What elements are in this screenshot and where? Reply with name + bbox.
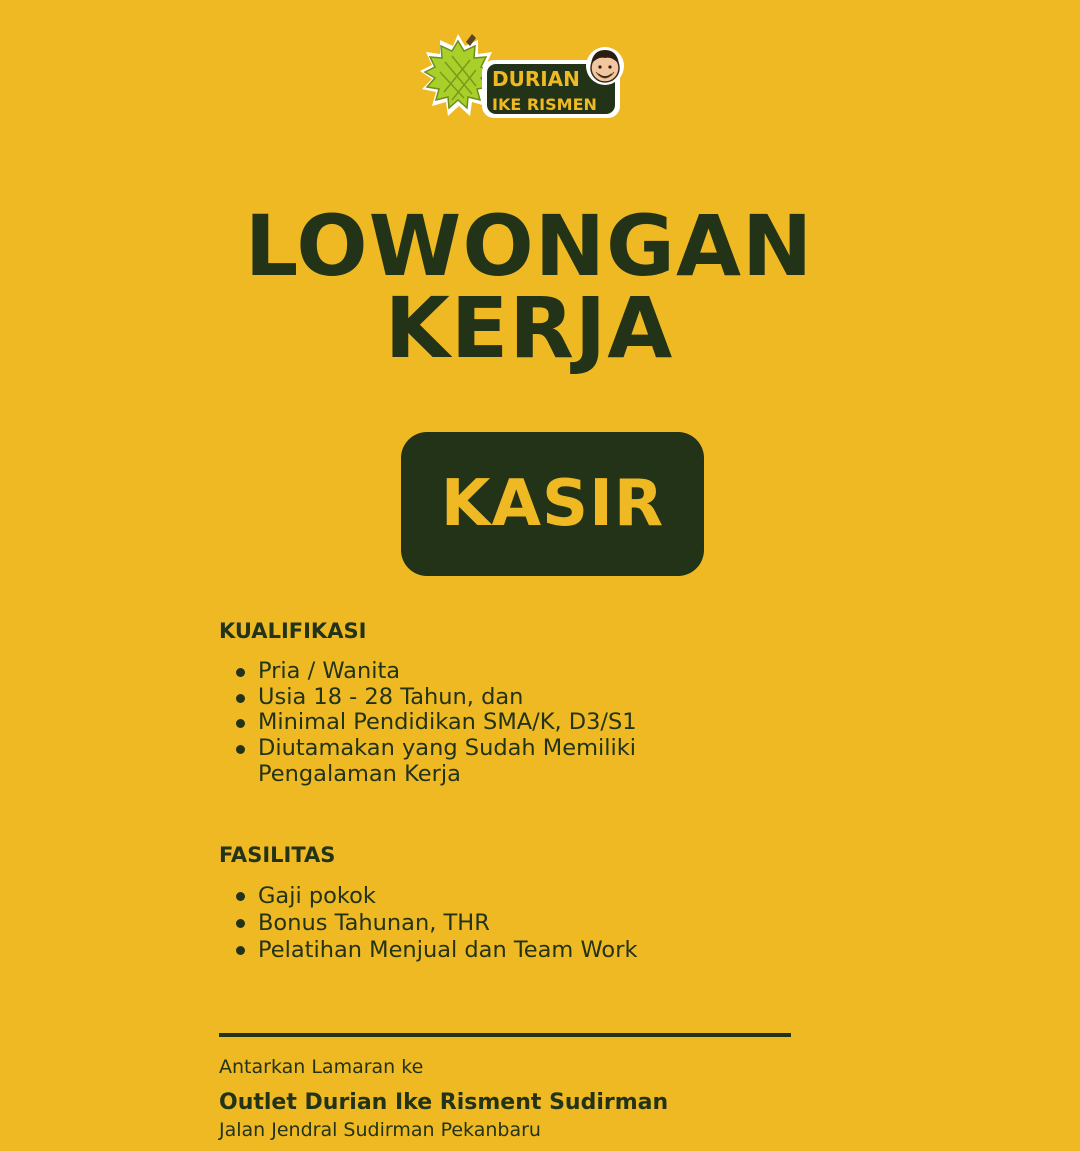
- list-item: [233, 910, 793, 937]
- qualification-list: [233, 659, 693, 788]
- apply-note: Antarkan Lamaran ke: [219, 1056, 424, 1078]
- outlet-address: Jalan Jendral Sudirman Pekanbaru: [219, 1119, 541, 1141]
- list-item: [233, 883, 793, 910]
- list-item: [233, 685, 693, 711]
- list-item-text: Diutamakan yang Sudah Memiliki Pengalaman Kerja: [258, 735, 637, 787]
- facilities-heading: FASILITAS: [219, 843, 336, 867]
- outlet-name: Outlet Durian Ike Risment Sudirman: [219, 1090, 669, 1115]
- durian-ike-rismen-logo: [412, 32, 632, 136]
- bullet-icon: [236, 719, 245, 728]
- position-title: KASIR: [440, 467, 665, 541]
- bullet-icon: [236, 694, 245, 703]
- bullet-icon: [236, 745, 245, 754]
- headline-line2: KERJA: [384, 279, 674, 377]
- position-badge: [401, 432, 704, 576]
- list-item-text: Gaji pokok: [258, 883, 376, 909]
- mascot-face-icon: [586, 47, 624, 85]
- bullet-icon: [236, 946, 245, 955]
- list-item-text: Bonus Tahunan, THR: [258, 910, 490, 936]
- list-item-text: Minimal Pendidikan SMA/K, D3/S1: [258, 709, 637, 736]
- headline-line1: LOWONGAN: [244, 197, 814, 295]
- divider: [219, 1033, 791, 1037]
- facilities-list: [233, 883, 793, 964]
- logo-text-line1: DURIAN: [492, 67, 580, 91]
- qualification-heading: KUALIFIKASI: [219, 619, 367, 643]
- list-item-text: Pria / Wanita: [258, 658, 401, 684]
- list-item: [233, 736, 693, 787]
- list-item-text: Usia 18 - 28 Tahun, dan: [258, 683, 524, 710]
- bullet-icon: [236, 668, 245, 677]
- bullet-icon: [236, 919, 245, 928]
- list-item: [233, 659, 693, 685]
- list-item-text: Pelatihan Menjual dan Team Work: [258, 937, 638, 963]
- list-item: [233, 710, 693, 736]
- list-item: [233, 937, 793, 964]
- logo-text-line2: IKE RISMEN: [492, 95, 597, 114]
- bullet-icon: [236, 892, 245, 901]
